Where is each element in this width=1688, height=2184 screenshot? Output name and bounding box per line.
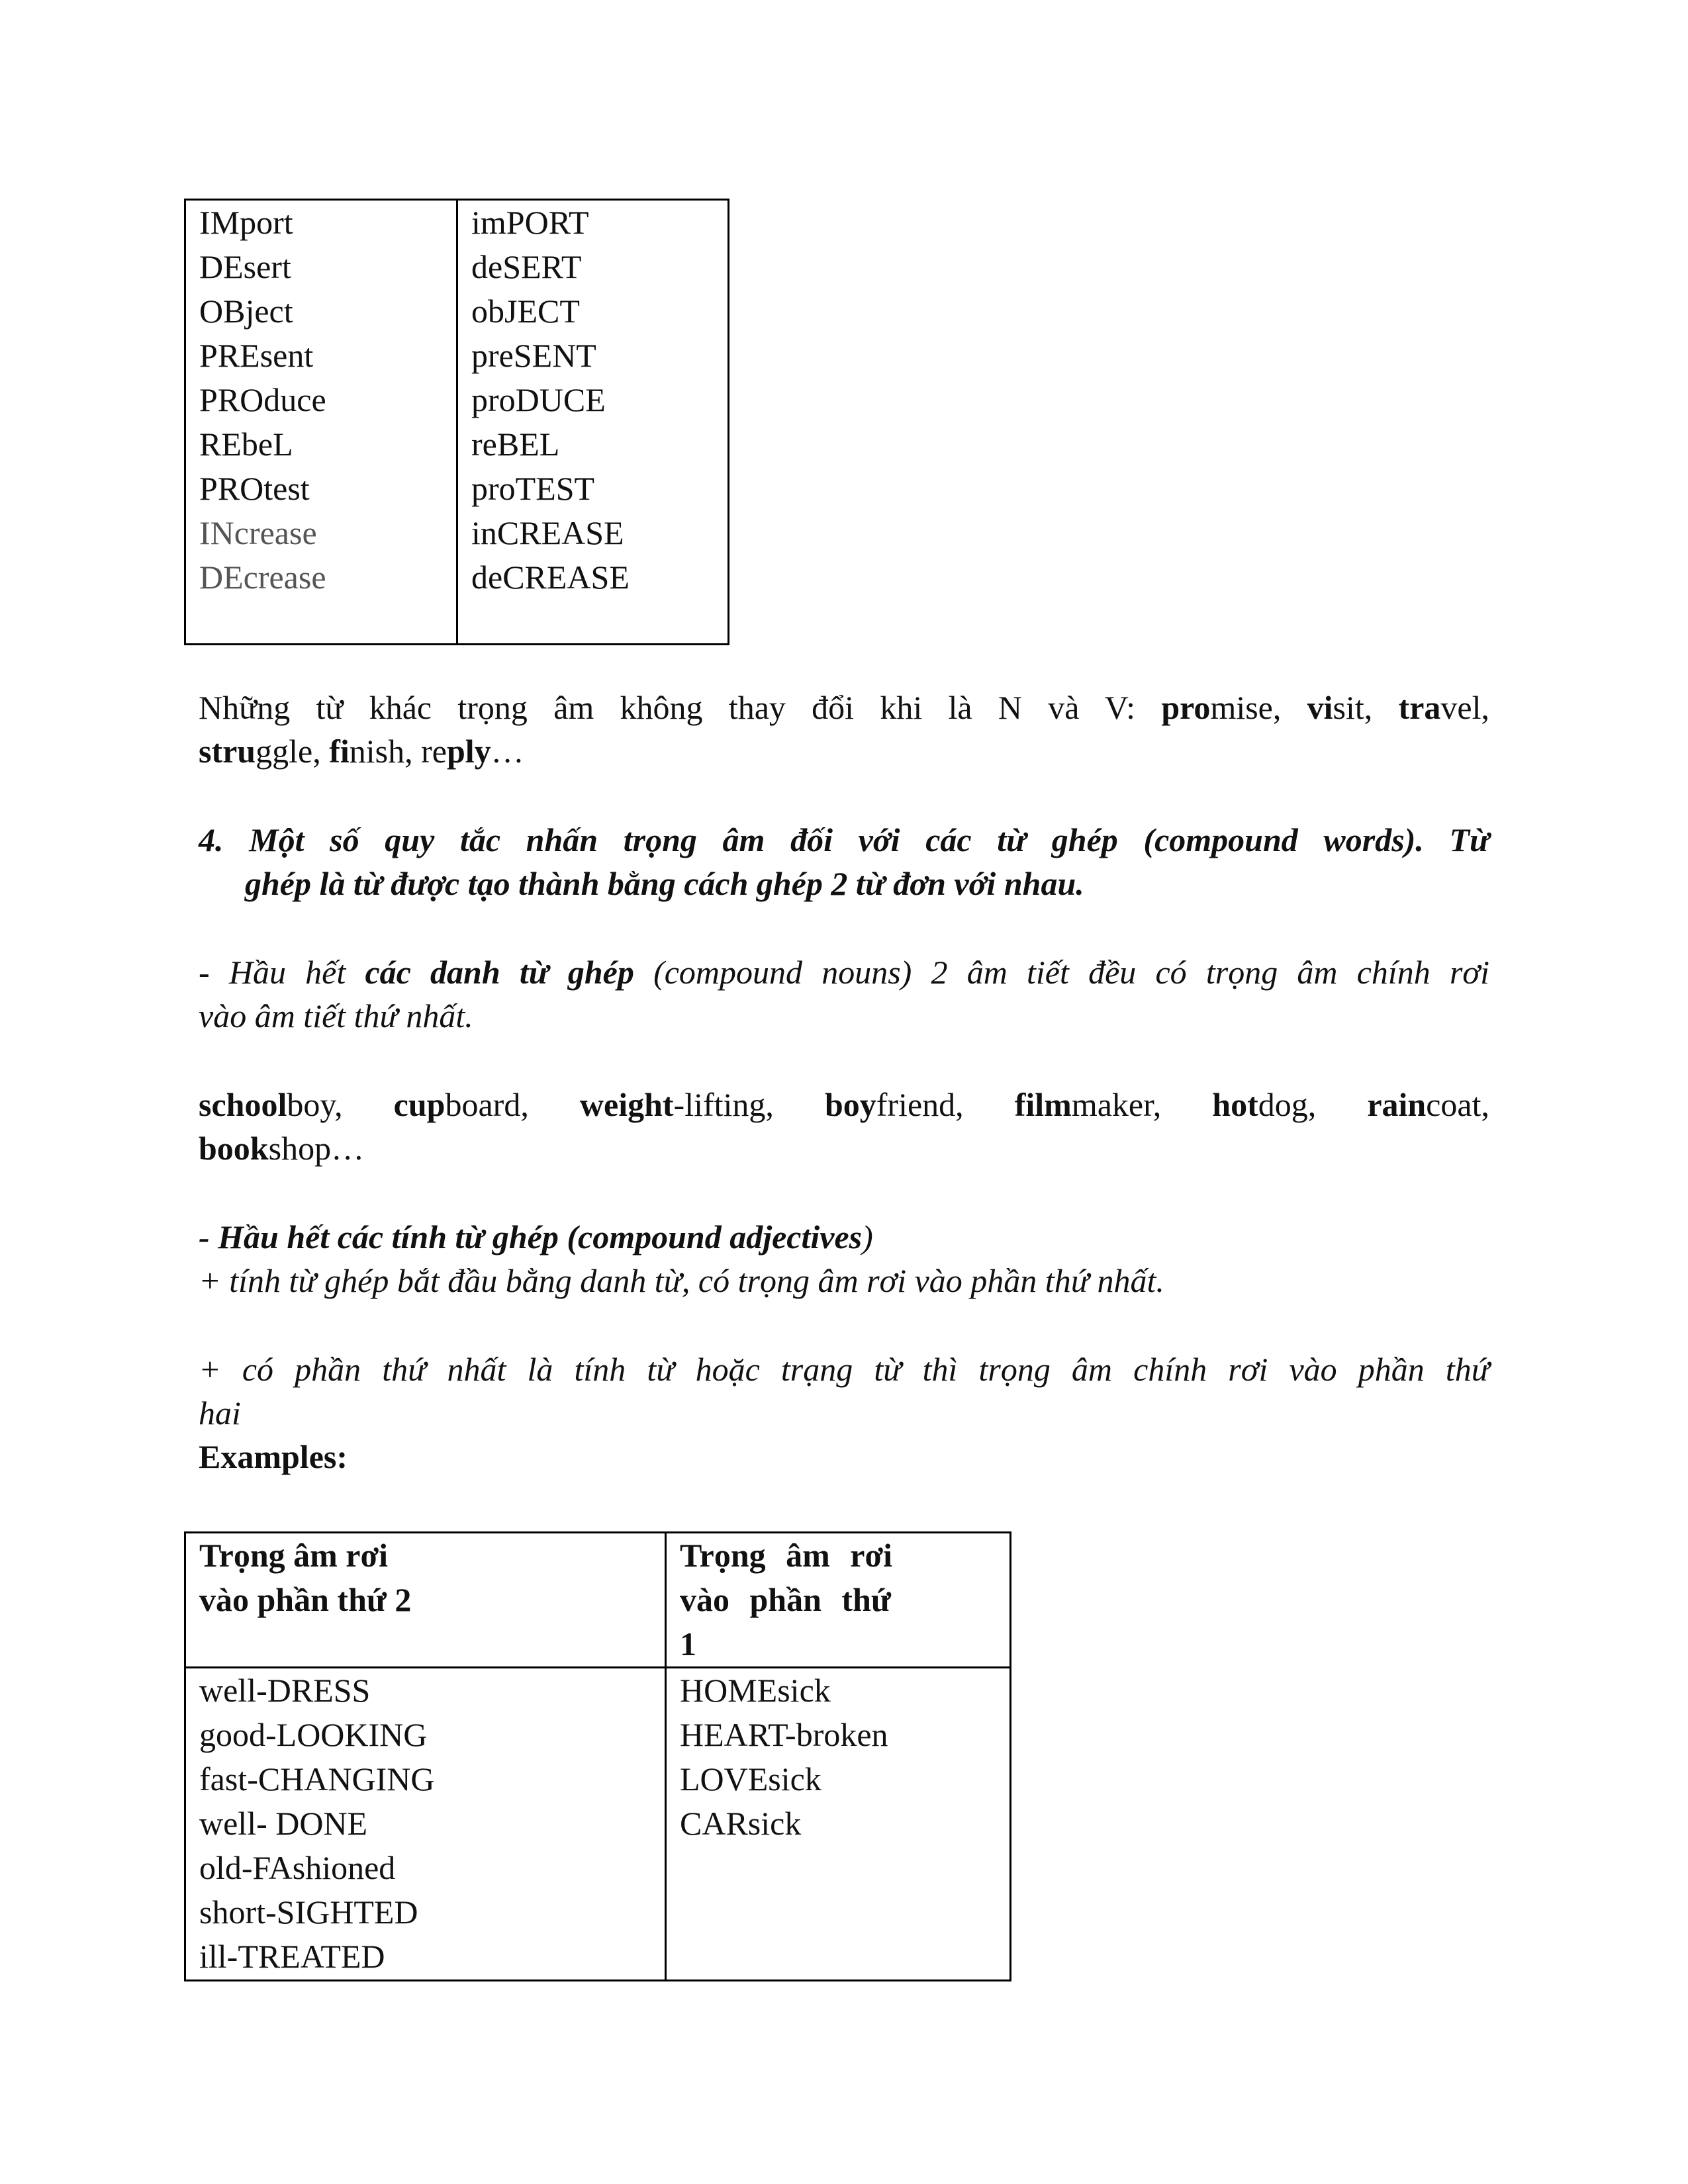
stressed-syllable: school [199,1086,287,1123]
example-word: short-SIGHTED [199,1893,418,1931]
header-line: Trọng âm rơi [199,1537,389,1574]
noun-word: DEcrease [199,559,326,596]
intro-text: Những từ khác trọng âm không thay đổi khi là N và V: [199,689,1162,726]
noun-word: PREsent [199,337,314,374]
noun-word: INcrease [199,514,317,551]
example-word: HOMEsick [680,1672,831,1709]
verb-word: deSERT [471,248,582,285]
word-rest: board, [445,1086,580,1123]
rule-line: hai [199,1394,241,1432]
examples-label: Examples: [199,1438,348,1475]
word-rest: vel, [1440,689,1489,726]
verb-word: obJECT [471,293,580,330]
word-rest: maker, [1071,1086,1213,1123]
verb-word: inCREASE [471,514,624,551]
rule-suffix: (compound nouns) 2 âm tiết đều có trọng âm chính rơi [633,954,1490,991]
noun-word: REbeL [199,426,293,463]
stressed-syllable: boy [824,1086,876,1123]
stressed-syllable: fi [329,733,350,770]
table-row [185,1668,1011,1981]
noun-word: PROduce [199,381,326,418]
noun-verb-stress-table [184,199,729,645]
stressed-syllable: hot [1212,1086,1258,1123]
table-header-row [185,1533,1011,1668]
stressed-syllable: ply [446,733,491,770]
noun-word: DEsert [199,248,291,285]
stressed-syllable: weight [579,1086,674,1123]
compound-adjectives-table [184,1531,1011,1981]
heading-line: ghép là từ được tạo thành bằng cách ghép 2 từ đơn với nhau. [245,865,1084,902]
adjective-rule-2 [199,1347,1489,1435]
verb-word: proDUCE [471,381,606,418]
header-line: 1 [680,1625,696,1662]
heading-line: 4. Một số quy tắc nhấn trọng âm đối với các từ ghép (compound words). Từ [199,821,1489,858]
word-rest: nish, [349,733,422,770]
paragraph-line [199,686,1489,729]
example-word: good-LOOKING [199,1716,428,1753]
example-word: well- DONE [199,1805,368,1842]
word-rest: dog, [1258,1086,1368,1123]
word-rest: coat, [1426,1086,1490,1123]
stressed-syllable: vi [1307,689,1333,726]
compound-adjectives-heading [199,1215,1489,1259]
nouns-column [185,200,457,645]
stressed-syllable: film [1014,1086,1072,1123]
header-cell [666,1533,1011,1668]
example-word: LOVEsick [680,1760,821,1797]
stressed-syllable: tra [1398,689,1441,726]
example-word: old-FAshioned [199,1849,396,1886]
example-word: CARsick [680,1805,802,1842]
word-rest: shop… [268,1130,365,1167]
rule-line: vào âm tiết thứ nhất. [199,997,473,1034]
other-words-paragraph [199,686,1489,773]
example-word: HEART-broken [680,1716,888,1753]
heading-bold: - Hầu hết các tính từ ghép (compound adjectives [199,1218,863,1255]
word-rest: boy, [287,1086,394,1123]
stressed-syllable: pro [1161,689,1211,726]
header-line: vào phần thứ 2 [199,1581,412,1618]
example-line [199,1083,1489,1126]
table-row [185,200,729,645]
noun-word: IMport [199,204,293,241]
compound-nouns-examples [199,1083,1489,1170]
header-cell [185,1533,666,1668]
word-rest: ggle, [256,733,330,770]
rule-line [199,950,1489,994]
noun-word: PROtest [199,470,310,507]
word-rest: sit, [1333,689,1399,726]
heading-close: ) [862,1218,873,1255]
word-rest: mise, [1210,689,1307,726]
verb-word: imPORT [471,204,589,241]
compound-nouns-rule [199,950,1489,1038]
stressed-syllable: book [199,1130,269,1167]
header-line: vào phần thứ [680,1581,891,1618]
word-rest: friend, [876,1086,1015,1123]
rule-bold: các danh từ ghép [365,954,634,991]
word-prefix: re [421,733,447,770]
first-syllable-column [666,1668,1011,1981]
verbs-column [457,200,729,645]
verb-word: proTEST [471,470,595,507]
rule-line: + có phần thứ nhất là tính từ hoặc trạng từ thì trọng âm chính rơi vào phần thứ [199,1351,1489,1388]
word-rest: … [491,733,524,770]
rule-prefix: - Hầu hết [199,954,365,991]
verb-word: deCREASE [471,559,630,596]
example-word: well-DRESS [199,1672,371,1709]
example-line [199,1126,1489,1170]
section-4-heading [199,818,1489,905]
header-line: Trọng âm rơi [680,1537,893,1574]
second-syllable-column [185,1668,666,1981]
example-word: ill-TREATED [199,1938,385,1975]
stressed-syllable: cup [393,1086,445,1123]
verb-word: reBEL [471,426,560,463]
adjective-rule-1: + tính từ ghép bắt đầu bằng danh từ, có trọng âm rơi vào phần thứ nhất. [199,1262,1164,1299]
verb-word: preSENT [471,337,596,374]
paragraph-line [199,729,1489,773]
example-word: fast-CHANGING [199,1760,435,1797]
stressed-syllable: stru [199,733,256,770]
word-rest: -lifting, [673,1086,825,1123]
noun-word: OBject [199,293,293,330]
stressed-syllable: rain [1367,1086,1427,1123]
